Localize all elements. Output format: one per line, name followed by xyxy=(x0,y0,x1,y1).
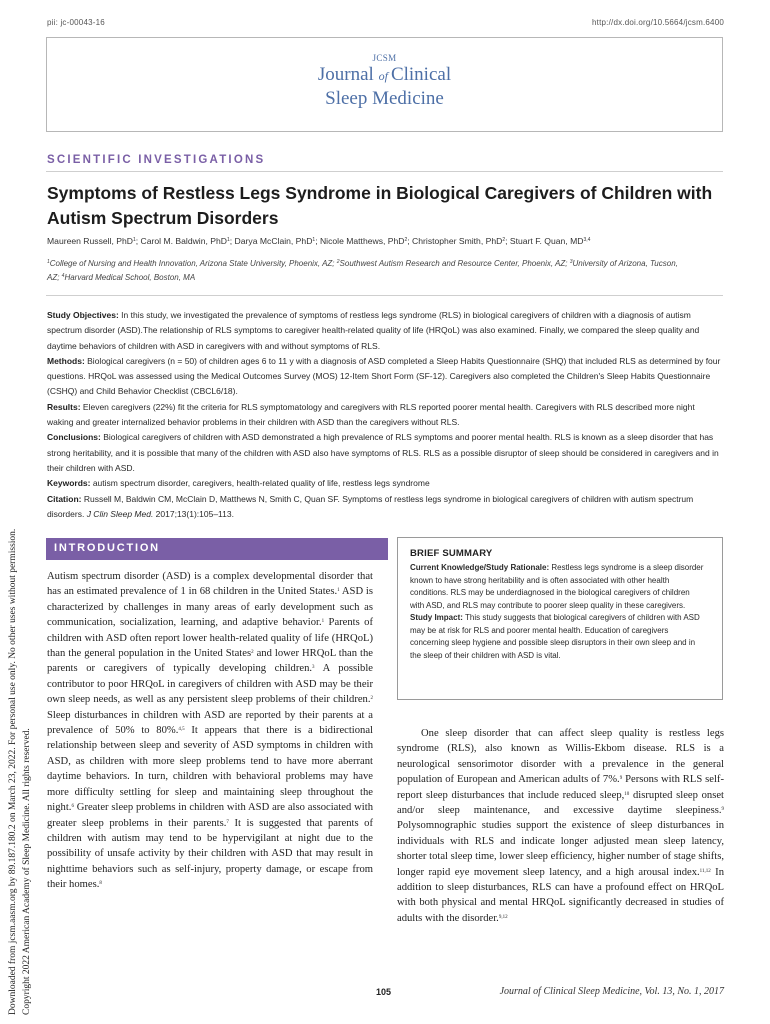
text-run: Persons with RLS self-report sleep disturbances that include reduced sleep, xyxy=(397,774,724,801)
citation-ref[interactable]: 1 xyxy=(321,619,325,625)
citation-ref[interactable]: 9,12 xyxy=(498,914,508,920)
citation-ref[interactable]: 7 xyxy=(226,819,229,825)
affiliations xyxy=(47,257,727,285)
author-affil-ref: 1 xyxy=(312,237,316,243)
text-run: In addition to sleep disturbances, RLS can have a profound effect on HRQoL with both physical and mental HRQoL significantly decreased in studies of adults with the disorder. xyxy=(397,866,724,924)
abstract-keywords xyxy=(47,476,723,491)
abstract-text: Biological caregivers of children with ASD demonstrated a high prevalence of RLS symptoms and poorer mental health. RLS is known as a sleep disorder that has strong heritability, and it is possible that many of the children with ASD also have symptoms of RLS. RLS as a possible disruptor of sleep should be considered in caregivers and in their children with ASD. xyxy=(47,432,719,473)
abstract-text: In this study, we investigated the prevalence of symptoms of restless legs syndrome (RLS) in biological caregivers of children with a diagnosis of autism spectrum disorder (ASD).The relationship of RLS symptoms to caregiver health-related quality of life (HRQoL) was also examined. Finally, we compared the sleep quality and daytime behaviors of children with ASD in caregivers with and without symptoms of RLS. xyxy=(47,310,700,351)
summary-text: Restless legs syndrome is a sleep disorder known to have strong heritability and is often associated with other health conditions. RLS may be underdiagnosed in the biological caregivers of children with ASD, and RLS may contribute to poorer sleep quality in these caregivers. xyxy=(410,563,704,610)
journal-name-line2: Sleep Medicine xyxy=(325,88,444,109)
summary-impact xyxy=(410,612,706,662)
abstract-label: Results: xyxy=(47,401,81,412)
citation-ref[interactable]: 3 xyxy=(312,665,315,671)
text-run: It is suggested that parents of children with autism may tend to be hypervigilant at night due to the possibility of unsafe activity by their children with ASD that may result in nighttime behaviors such as self-injury, property damage, or escape from their homes. xyxy=(47,817,373,891)
text-run: Parents of children with ASD often report lower health-related quality of life (HRQoL) than the general population in the United States xyxy=(47,617,374,660)
citation-ref[interactable]: 2 xyxy=(251,650,254,656)
footer-journal: Journal of Clinical Sleep Medicine, Vol. 13, No. 1, 2017 xyxy=(499,986,724,997)
abstract-results xyxy=(47,400,723,431)
author-affil-ref: 1 xyxy=(227,237,230,243)
citation-ref[interactable]: 11,12 xyxy=(699,868,711,874)
affil-marker: 3 xyxy=(569,259,573,265)
author-affil-ref: 1 xyxy=(132,237,136,243)
affiliation: AZ; xyxy=(47,273,62,282)
abstract-text: Russell M, Baldwin CM, McClain D, Matthews N, Smith C, Quan SF. Symptoms of restless legs syndrome in biological caregivers of children with autism spectrum disorders. xyxy=(47,493,694,519)
abstract-citation xyxy=(47,492,723,523)
summary-label: Current Knowledge/Study Rationale: xyxy=(410,563,550,572)
author: Maureen Russell, PhD xyxy=(47,236,133,246)
citation-ref[interactable]: 1 xyxy=(337,588,340,594)
citation-ref[interactable]: 9 xyxy=(619,776,623,782)
abstract-text: autism spectrum disorder, caregivers, health-related quality of life, restless legs syndrome xyxy=(90,478,430,489)
abstract-text: Eleven caregivers (22%) fit the criteria for RLS symptomatology and caregivers with RLS reported poorer mental health. Caregivers with RLS described more night waking and greater internalized behavior problems in their children with ASD than the caregivers without RLS. xyxy=(47,401,695,428)
text-run: Autism spectrum disorder (ASD) is a complex developmental disorder that has an estimated prevalence of 1 in 68 children in the United States. xyxy=(47,571,373,598)
introduction-heading xyxy=(46,538,388,560)
author: ; Nicole Matthews, PhD xyxy=(315,236,405,246)
affiliation: College of Nursing and Health Innovation, Arizona State University, Phoenix, AZ; xyxy=(49,259,337,268)
journal-name-part: Clinical xyxy=(390,64,452,85)
article-title: Symptoms of Restless Legs Syndrome in Biological Caregivers of Children with Autism Spectrum Disorders xyxy=(47,183,713,228)
affil-marker: 1 xyxy=(47,259,50,265)
affiliation: Harvard Medical School, Boston, MA xyxy=(64,273,196,282)
author-affil-ref: 2 xyxy=(404,237,408,243)
introduction-text xyxy=(47,569,373,893)
summary-label: Study Impact: xyxy=(410,613,463,622)
journal-masthead xyxy=(46,37,723,132)
page-number: 105 xyxy=(376,987,392,997)
author: ; Christopher Smith, PhD xyxy=(407,236,503,246)
text-run: disrupted sleep onset and/or sleep maintenance, and excessive daytime sleepiness. xyxy=(397,789,724,817)
author: ; Stuart F. Quan, MD xyxy=(505,236,584,246)
brief-summary-box xyxy=(397,537,723,700)
affiliation: University of Arizona, Tucson, xyxy=(572,259,678,268)
summary-rationale xyxy=(410,562,706,612)
text-run: It appears that there is a bidirectional relationship between sleep and severity of ASD symptoms in children with ASD, as children with more sleep problems tend to have more aberrant daytime behaviors. In turn, children with behavioral problems may have more difficulty settling for sleep and maintaining sleep throughout the night. xyxy=(47,725,373,814)
abstract-conclusions xyxy=(47,430,723,476)
author-list xyxy=(47,236,737,246)
citation-ref[interactable]: 10 xyxy=(624,791,630,797)
abstract xyxy=(47,308,723,522)
citation-journal: J Clin Sleep Med. xyxy=(86,508,154,519)
citation-ref[interactable]: 9 xyxy=(721,807,724,813)
section-divider xyxy=(46,171,723,172)
citation-ref[interactable]: 6 xyxy=(71,804,74,810)
abstract-methods xyxy=(47,354,723,400)
affil-marker: 2 xyxy=(336,259,340,265)
paragraph xyxy=(397,726,724,926)
text-run: Sleep disturbances in children with ASD are reported by their parents at a prevalence of 50% to 80%. xyxy=(47,709,373,737)
pii-label: pii: jc-00043-16 xyxy=(47,18,105,27)
affiliation-line xyxy=(47,257,727,271)
brief-summary-body xyxy=(410,562,706,662)
text-run: Greater sleep problems in children with ASD are also associated with greater sleep problems in their parents. xyxy=(47,802,373,829)
author-affil-ref: 3,4 xyxy=(583,237,591,243)
abstract-label: Conclusions: xyxy=(47,432,101,443)
doi-link[interactable]: http://dx.doi.org/10.5664/jcsm.6400 xyxy=(592,18,724,27)
citation-ref[interactable]: 8 xyxy=(99,881,102,887)
journal-name-part: Journal xyxy=(317,64,379,85)
journal-abbrev: JCSM xyxy=(372,53,397,63)
brief-summary-title: BRIEF SUMMARY xyxy=(410,548,493,559)
abstract-label: Keywords: xyxy=(47,478,91,489)
abstract-divider xyxy=(46,295,723,296)
section-label: SCIENTIFIC INVESTIGATIONS xyxy=(47,154,266,166)
citation-ref[interactable]: 4,5 xyxy=(178,727,185,733)
text-run: and lower HRQoL than the parents or caregivers of typically developing children. xyxy=(47,648,373,675)
text-run: ASD is characterized by challenges in many areas of early development such as communication, socialization, learning, and adaptive behavior. xyxy=(47,586,373,629)
author: ; Carol M. Baldwin, PhD xyxy=(135,236,227,246)
paragraph xyxy=(47,569,373,893)
rls-text xyxy=(397,726,724,926)
download-notice-line: Downloaded from jcsm.aasm.org by 89.187.180.2 on March 23, 2022. For personal use only. No other uses without permission. xyxy=(8,528,18,1015)
abstract-label: Citation: xyxy=(47,493,82,504)
affiliation-line xyxy=(47,271,727,285)
download-notice xyxy=(6,425,36,1015)
affil-marker: 4 xyxy=(61,273,65,279)
abstract-objectives xyxy=(47,308,723,354)
abstract-text: 2017;13(1):105–113. xyxy=(153,508,234,519)
text-run: One sleep disorder that can affect sleep quality is restless legs syndrome (RLS), also known as Willis-Ekbom disease. RLS is a neurological sensorimotor disorder with a prevalence in the general population of European and American adults of 7%. xyxy=(397,728,724,786)
journal-name-of: of xyxy=(378,69,391,83)
citation-ref[interactable]: 2 xyxy=(370,696,373,702)
author-affil-ref: 2 xyxy=(502,237,506,243)
abstract-label: Study Objectives: xyxy=(47,310,119,320)
introduction-heading-label: INTRODUCTION xyxy=(54,542,160,554)
affiliation: Southwest Autism Research and Resource Center, Phoenix, AZ; xyxy=(339,259,570,268)
summary-text: This study suggests that biological caregivers of children with ASD may be at risk for RLS and poorer mental health. Education of caregivers concerning sleep hygiene and possible sleep disruptors in their own sleep and in the sleep of their children with ASD is vital. xyxy=(410,613,700,660)
author: ; Darya McClain, PhD xyxy=(229,236,313,246)
text-run: A possible contributor to poor HRQoL in caregivers of children with ASD may be their own sleep needs, as well as any persistent sleep problems of their children. xyxy=(47,663,373,706)
copyright-notice-line: Copyright 2022 American Academy of Sleep Medicine. All rights reserved. xyxy=(22,728,32,1015)
journal-name-line1 xyxy=(47,64,722,86)
abstract-label: Methods: xyxy=(47,355,85,366)
text-run: Polysomnographic studies support the existence of sleep disturbances in individuals with RLS and indicate longer adjusted mean sleep latency, shorter total sleep time, lower sleep efficiency, higher number of stage shifts, longer rapid eye movement sleep latency, and a high arousal index. xyxy=(397,820,724,878)
abstract-text: Biological caregivers (n = 50) of children ages 6 to 11 y with a diagnosis of ASD completed a Sleep Habits Questionnaire (SHQ) that included RLS as determined by four questions. HRQoL was assessed using the Medical Outcomes Survey (MOS) 12-Item Short Form (SF-12). Caregivers also completed the Children's Sleep Habits Questionnaire (CSHQ) and Child Behavior Checklist (CBCL6/18). xyxy=(47,355,721,397)
